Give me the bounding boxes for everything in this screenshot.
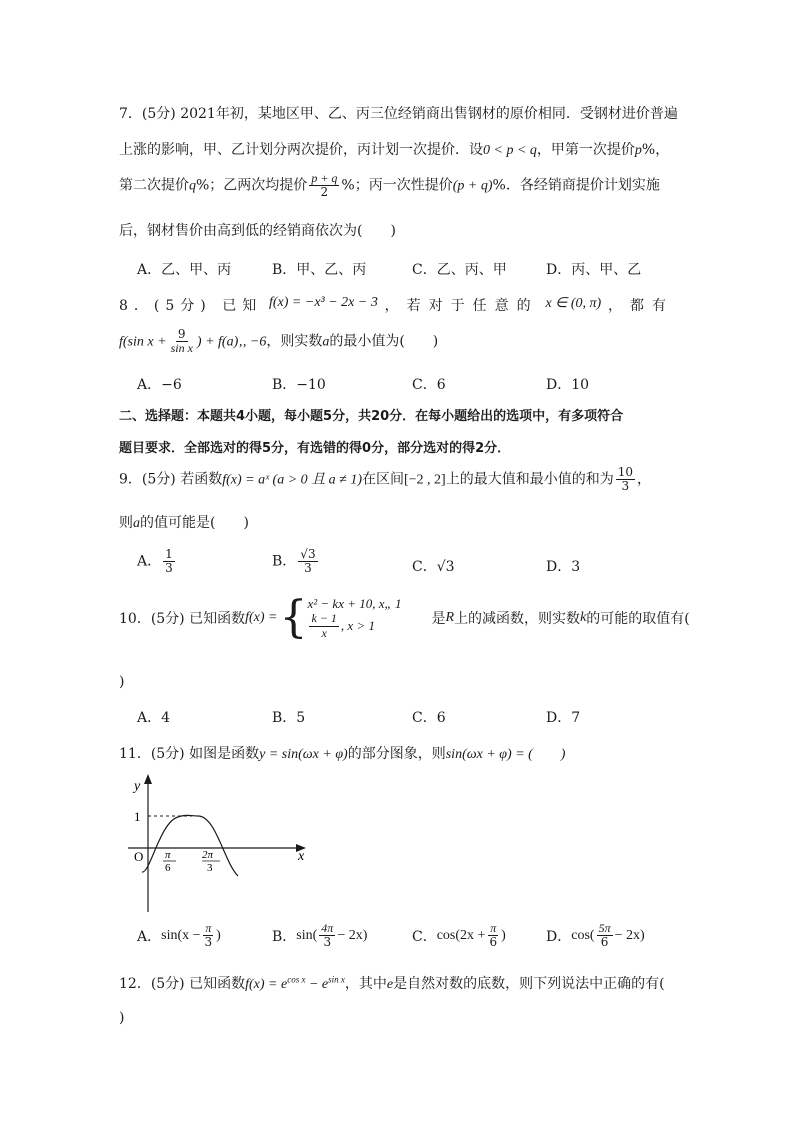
- x-tick-pi6-num: π: [165, 849, 171, 861]
- q10-line-2: [119, 674, 124, 690]
- option-a: A．4: [137, 710, 171, 726]
- option-fraction: [487, 922, 499, 949]
- q7-text: %；乙两次均提价: [196, 177, 308, 194]
- option-fraction: [597, 922, 613, 949]
- q12-text: ): [119, 1010, 125, 1026]
- y-tick-1: 1: [134, 809, 141, 824]
- y-axis-arrow: [144, 774, 152, 784]
- q8-text: ，若对于任意的: [384, 298, 539, 314]
- fraction-numerator: 9: [177, 327, 186, 341]
- q8-math: a: [322, 334, 330, 350]
- fraction-numerator: k − 1: [311, 611, 337, 626]
- x-tick-2pi3-den: 3: [207, 862, 213, 874]
- q7-text: 第二次提价: [119, 177, 189, 194]
- piecewise-case-1: x² − kx + 10, x„ 1: [307, 596, 402, 612]
- fraction-denominator: 6: [489, 935, 498, 950]
- q7-text: %；丙一次性提价: [341, 177, 453, 194]
- option-c: C．6: [412, 710, 446, 726]
- option-expr: ): [501, 927, 506, 943]
- case-condition: , x > 1: [340, 618, 375, 633]
- y-axis-label: y: [134, 779, 141, 794]
- q12-math: − e: [305, 977, 329, 992]
- option-expr: − 2x): [614, 927, 645, 943]
- option-c: C．乙、丙、甲: [412, 262, 507, 278]
- q11-math: y = sin(ωx + φ): [259, 747, 348, 762]
- q12-text: 是自然对数的底数，则下列说法中正确的有(: [393, 976, 665, 992]
- fraction-denominator: 3: [304, 561, 312, 576]
- x-tick-pi6-den: 6: [165, 862, 171, 874]
- option-c: [412, 922, 506, 949]
- q8-text: 8．(5分) 已知: [119, 298, 263, 314]
- q7-math: 0 < p < q: [483, 143, 537, 158]
- fraction-numerator: 5π: [598, 921, 611, 935]
- q11-line-1: [119, 743, 565, 763]
- q12-exponent: cos x: [287, 974, 306, 985]
- q7-line-4: [119, 220, 396, 240]
- q8-line-1: [119, 295, 674, 315]
- q7-text: 后，钢材售价由高到低的经销商依次为( ): [119, 223, 396, 239]
- piecewise-cases: [307, 596, 401, 639]
- option-label: A．: [137, 553, 162, 570]
- q7-line-3: [119, 172, 660, 199]
- q9-text: 9．(5分) 若函数: [119, 471, 223, 488]
- q10-text: 10．(5分) 已知函数: [119, 611, 246, 627]
- option-fraction: [298, 548, 317, 575]
- section-heading: [119, 405, 623, 424]
- fraction-numerator: 10: [617, 465, 633, 479]
- fraction-numerator: π: [490, 921, 497, 935]
- fraction-numerator: 1: [165, 547, 173, 561]
- q12-exponent: sin x: [328, 974, 345, 985]
- option-expr: cos(2x +: [436, 927, 486, 943]
- fraction-denominator: sin x: [170, 341, 193, 356]
- section-heading-text: 二、选择题：本题共4小题，每小题5分，共20分．在每小题给出的选项中，有多项符合: [119, 409, 624, 424]
- q9-math: a: [133, 516, 140, 531]
- fraction-numerator: p + q: [311, 171, 338, 185]
- q9-text: 在区间: [361, 471, 404, 488]
- option-expr: ): [216, 927, 221, 943]
- option-d: [546, 922, 645, 949]
- q10-line-1: [119, 592, 690, 643]
- q8-fraction: [169, 328, 195, 355]
- q8-math: f(x) = −x³ − 2x − 3: [269, 295, 378, 310]
- option-a: [137, 548, 177, 575]
- sine-graph: [120, 772, 320, 917]
- fraction-denominator: 2: [320, 185, 329, 200]
- piecewise-case-2: [307, 612, 401, 639]
- q12-line-2: [119, 1010, 124, 1026]
- q9-text: 则: [119, 515, 133, 531]
- option-expr: sin(: [296, 927, 318, 943]
- fraction-denominator: 3: [621, 479, 630, 494]
- fraction-denominator: 3: [165, 561, 173, 576]
- option-a: A．乙、甲、丙: [137, 262, 232, 278]
- q7-math: (p + q): [452, 178, 493, 194]
- option-label: B．: [272, 928, 297, 945]
- option-label: C．: [412, 928, 437, 945]
- q12-text: ，其中: [344, 976, 387, 992]
- q11-text: 11．(5分) 如图是函数: [119, 746, 260, 762]
- option-c: C．6: [412, 377, 446, 393]
- option-b: B．−10: [272, 377, 326, 393]
- option-a: A．−6: [137, 377, 182, 393]
- q8-text: ，则实数: [266, 333, 323, 350]
- x-tick-2pi3-num: 2π: [202, 849, 214, 861]
- q9-line-2: [119, 512, 249, 532]
- option-fraction: [319, 922, 335, 949]
- q10-text: 是: [431, 611, 446, 627]
- q7-text: %．各经销商提价计划实施: [492, 177, 660, 194]
- fraction-numerator: √3: [300, 547, 316, 561]
- q9-text: 的值可能是( ): [140, 515, 249, 531]
- case-fraction: [309, 612, 338, 639]
- q7-text: %，: [641, 142, 670, 158]
- q9-text: ，: [637, 471, 651, 488]
- origin-label: O: [134, 849, 144, 864]
- q9-text: 上的最大值和最小值的和为: [445, 471, 614, 488]
- q9-fraction: [616, 466, 635, 493]
- q7-math: q: [189, 178, 196, 194]
- q11-math: sin(ωx + φ) = ( ): [445, 747, 566, 762]
- option-expr: cos(: [571, 927, 595, 943]
- option-c: C．√3: [412, 559, 455, 575]
- q9-math: [−2 , 2]: [403, 472, 446, 488]
- q12-text: 12．(5分) 已知函数: [119, 976, 246, 992]
- option-d: D．3: [546, 559, 581, 575]
- option-label: D．: [546, 928, 572, 945]
- q10-text: 的可能的取值有(: [586, 611, 690, 627]
- option-b: B．甲、乙、丙: [272, 262, 367, 278]
- q7-math: p: [634, 143, 642, 158]
- option-d: D．7: [546, 710, 581, 726]
- q10-text: 上的减函数，则实数: [454, 611, 581, 627]
- fraction-denominator: 3: [323, 935, 332, 950]
- section-heading-text: 题目要求．全部选对的得5分，有选错的得0分，部分选对的得2分．: [119, 441, 511, 456]
- q9-math: f(x) = aˣ (a > 0 且 a ≠ 1): [222, 472, 362, 488]
- option-expr: sin(x −: [161, 927, 201, 943]
- q12-line-1: [119, 973, 665, 993]
- q7-fraction: [309, 172, 339, 199]
- q8-text: ，都有: [607, 298, 674, 314]
- q8-text: 的最小值为( ): [329, 333, 439, 350]
- q7-text: ，甲第一次提价: [536, 142, 635, 158]
- q10-text: ): [119, 674, 125, 690]
- fraction-numerator: 4π: [321, 921, 334, 935]
- option-b: B．5: [272, 710, 306, 726]
- q8-math: f(sin x +: [119, 334, 167, 350]
- q7-line-2: [119, 139, 669, 159]
- option-b: [272, 922, 367, 949]
- q10-math: R: [445, 610, 455, 625]
- sine-curve: [142, 815, 238, 876]
- q8-math: ) + f(a)‚, −6: [196, 334, 267, 350]
- fraction-denominator: 3: [204, 935, 213, 950]
- option-label: A．: [137, 928, 162, 945]
- piecewise-brace: {: [279, 592, 308, 643]
- option-fraction: [163, 548, 175, 575]
- option-b: [272, 548, 320, 575]
- option-d: D．10: [546, 377, 590, 393]
- q10-math: f(x) =: [245, 610, 278, 625]
- fraction-denominator: 6: [600, 935, 609, 950]
- q7-text: 上涨的影响，甲、乙计划分两次提价，丙计划一次提价．设: [119, 142, 483, 158]
- q9-line-1: [119, 466, 651, 493]
- x-axis-label: x: [298, 849, 305, 864]
- q8-math: x ∈ (0, π): [545, 296, 602, 311]
- fraction-denominator: x: [321, 625, 327, 640]
- q11-text: 的部分图象，则: [347, 746, 446, 762]
- option-fraction: [203, 922, 215, 949]
- q8-line-2: [119, 328, 438, 355]
- fraction-numerator: π: [205, 921, 212, 935]
- q7-text: 7．(5分) 2021年初，某地区甲、乙、丙三位经销商出售钢材的原价相同．受钢材进价普遍: [119, 106, 678, 122]
- q12-math: f(x) = e: [245, 977, 288, 992]
- q7-line-1: [119, 103, 678, 123]
- option-label: B．: [272, 553, 297, 570]
- option-expr: − 2x): [337, 927, 368, 943]
- q10-math: k: [580, 610, 587, 625]
- option-a: [137, 922, 221, 949]
- q12-math: e: [386, 977, 394, 992]
- section-heading-2: [119, 437, 510, 456]
- option-d: D．丙、甲、乙: [546, 262, 642, 278]
